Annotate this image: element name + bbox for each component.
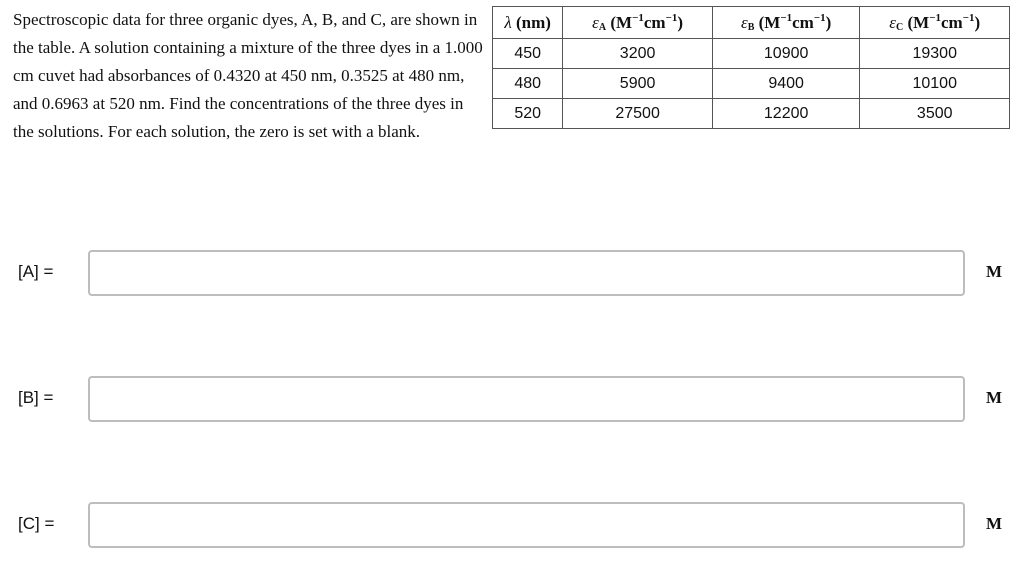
- cell-wavelength: 480: [493, 69, 563, 99]
- extinction-coefficient-table: [492, 6, 1010, 129]
- table-header-row: [493, 7, 1010, 39]
- answer-label-a: [A] =: [18, 262, 54, 281]
- unit-label-b: M: [986, 388, 1003, 407]
- header-epsilon-c: $\varepsilon_C$ $(M^{-1}cm^{-1})$: [860, 7, 1010, 39]
- cell-epsilon-b: 9400: [712, 69, 860, 99]
- cell-epsilon-c: 3500: [860, 99, 1010, 129]
- answer-row-a: [0, 250, 1024, 296]
- cell-epsilon-c: 10100: [860, 69, 1010, 99]
- answer-label-b: [B] =: [18, 388, 54, 407]
- answer-row-b: [0, 376, 1024, 422]
- concentration-c-input[interactable]: [88, 502, 965, 548]
- cell-epsilon-c: 19300: [860, 39, 1010, 69]
- unit-label-c: M: [986, 514, 1003, 533]
- cell-epsilon-b: 12200: [712, 99, 860, 129]
- cell-epsilon-a: 3200: [563, 39, 713, 69]
- header-epsilon-a: $\varepsilon_A$ $(M^{-1}cm^{-1})$: [563, 7, 713, 39]
- cell-epsilon-a: 5900: [563, 69, 713, 99]
- cell-epsilon-b: 10900: [712, 39, 860, 69]
- concentration-a-input[interactable]: [88, 250, 965, 296]
- header-epsilon-b: $\varepsilon_B$ $(M^{-1}cm^{-1})$: [712, 7, 860, 39]
- unit-label-a: M: [986, 262, 1003, 281]
- table-row: [493, 99, 1010, 129]
- cell-wavelength: 520: [493, 99, 563, 129]
- table-row: [493, 69, 1010, 99]
- cell-wavelength: 450: [493, 39, 563, 69]
- answer-label-c: [C] =: [18, 514, 55, 533]
- answer-row-c: [0, 502, 1024, 548]
- problem-statement: Spectroscopic data for three organic dyes, A, B, and C, are shown in the table. A solution containing a mixture of the three dyes in a 1.000 cm cuvet had absorbances of 0.4320 at 450 nm, 0.3525 at 480 nm, and 0.6963 at 520 nm. Find the concentrations of the three dyes in the solutions. For each solution, the zero is set with a blank.: [13, 10, 483, 141]
- table-row: [493, 39, 1010, 69]
- cell-epsilon-a: 27500: [563, 99, 713, 129]
- concentration-b-input[interactable]: [88, 376, 965, 422]
- header-wavelength: λ (nm): [493, 7, 563, 39]
